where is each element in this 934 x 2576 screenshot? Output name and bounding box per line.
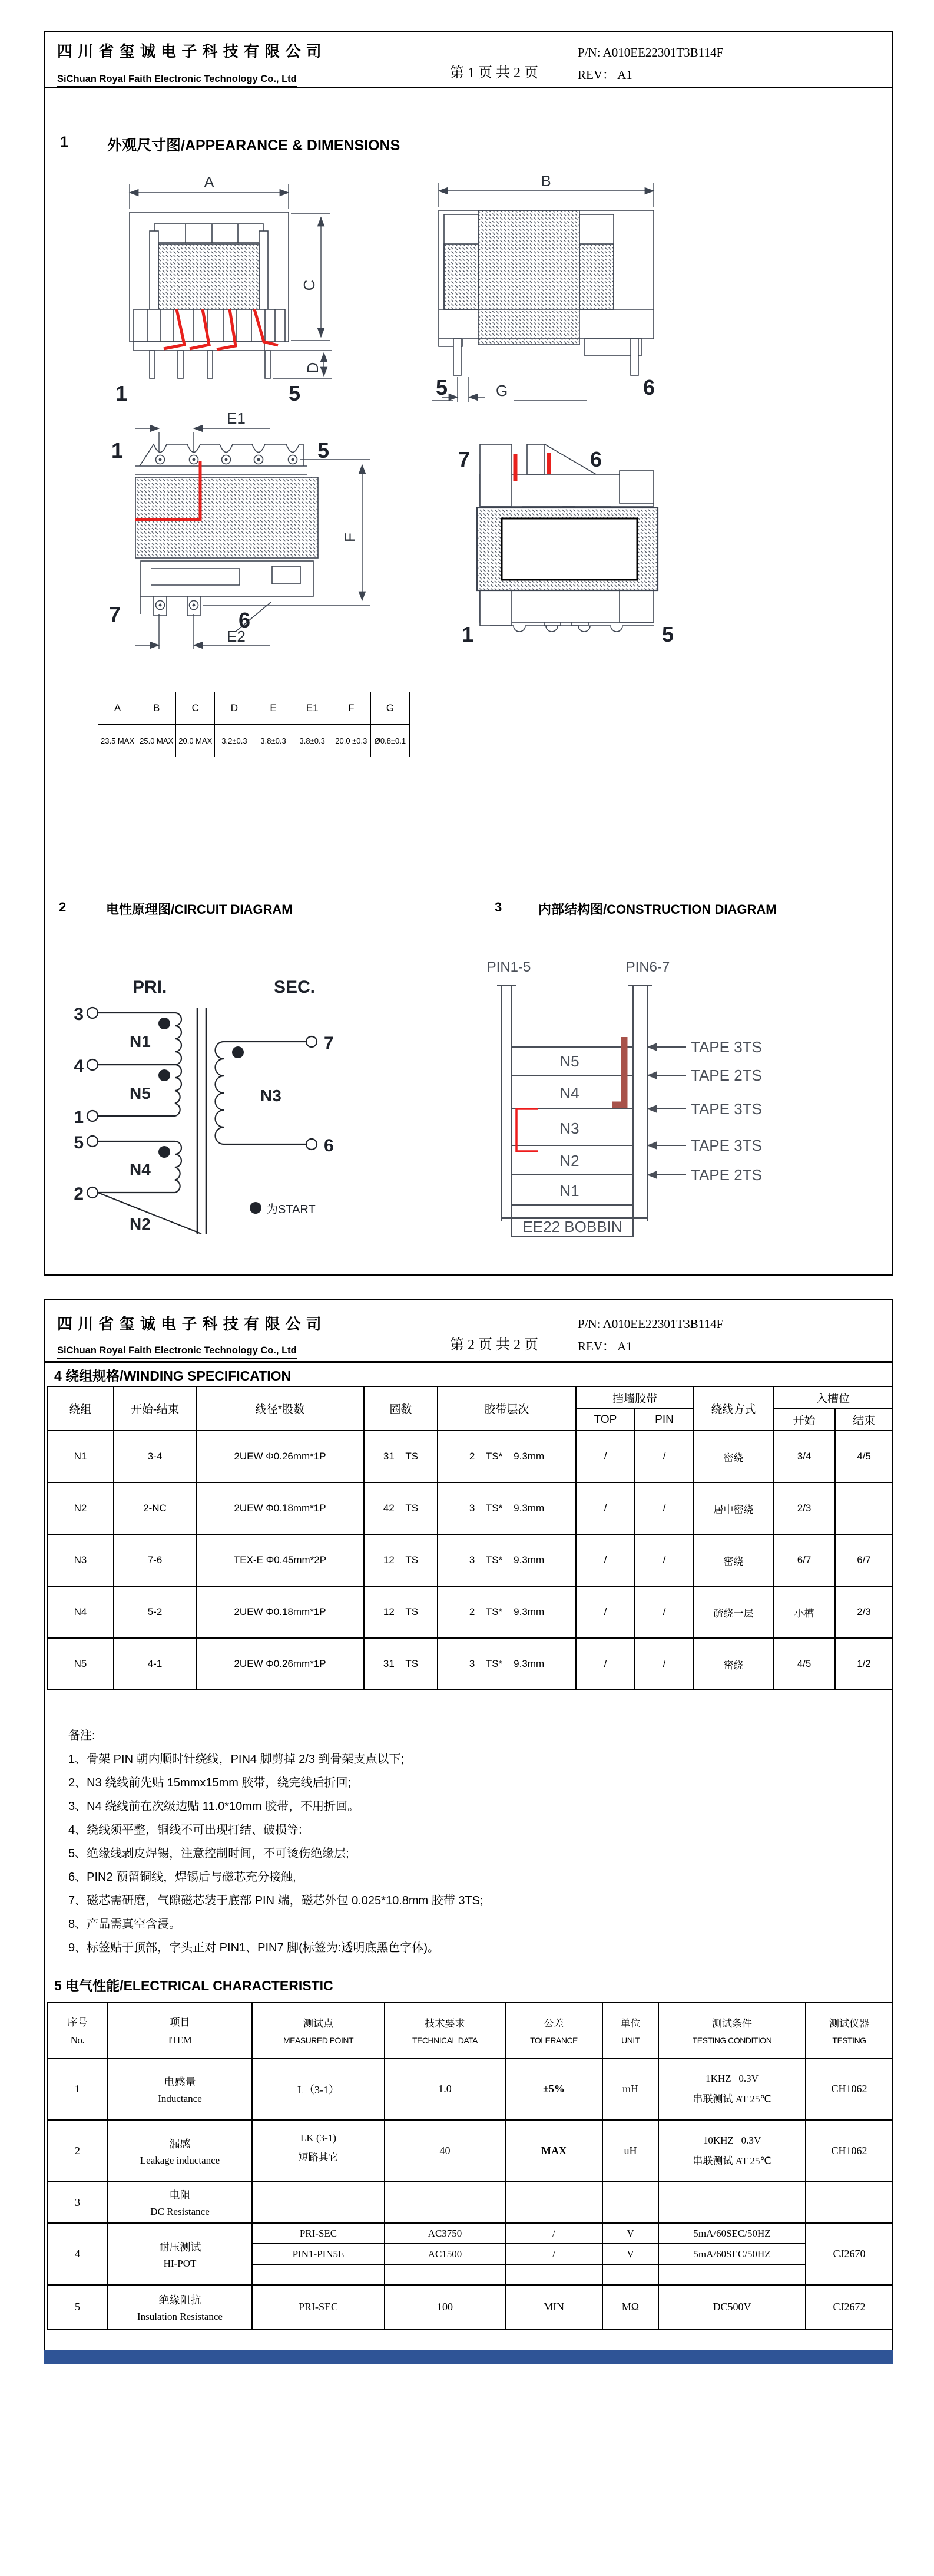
- table-cell: 密绕: [694, 1638, 773, 1690]
- table-cell: /: [635, 1586, 694, 1638]
- table-cell: E: [254, 692, 293, 725]
- table-cell: [505, 2182, 602, 2223]
- table-cell: 3 TS* 9.3mm: [438, 1534, 576, 1586]
- condition-line1: 10KHZ 0.3V: [703, 2135, 761, 2146]
- winding-row-n3: [47, 1534, 893, 1586]
- dim-label-a: A: [204, 173, 214, 191]
- table-cell: [658, 2264, 806, 2285]
- table-cell: 5-2: [114, 1586, 196, 1638]
- dim-label-d: D: [304, 362, 322, 374]
- note-3: 3、N4 绕线前在次级边贴 11.0*10mm 胶带，不用折回。: [68, 1800, 360, 1813]
- table-cell: N1: [47, 1431, 114, 1482]
- notes-title: 备注:: [68, 1729, 95, 1742]
- primary-label: PRI.: [133, 977, 167, 997]
- table-cell: [108, 2285, 252, 2329]
- table-cell: /: [576, 1431, 635, 1482]
- item-en: Insulation Resistance: [137, 2310, 223, 2322]
- table-cell: [252, 2120, 385, 2182]
- bobbin-label: EE22 BOBBIN: [522, 1218, 622, 1236]
- pins-left-label: PIN1-5: [486, 959, 531, 975]
- winding-n5-label: N5: [130, 1084, 151, 1102]
- table-cell: 12 TS: [364, 1534, 438, 1586]
- table-cell: 6/7: [835, 1534, 893, 1586]
- table-cell: /: [505, 2223, 602, 2244]
- table-cell: 25.0 MAX: [137, 725, 176, 757]
- col-header-testing: [806, 2002, 893, 2058]
- table-cell: 100: [385, 2285, 505, 2329]
- part-number: P/N: A010EE22301T3B114F: [578, 1317, 724, 1331]
- table-cell: /: [635, 1534, 694, 1586]
- table-cell: 2UEW Φ0.18mm*1P: [196, 1482, 364, 1534]
- pin-label-6: 6: [590, 447, 602, 471]
- header-cn: 技术要求: [425, 2018, 465, 2029]
- table-cell: [385, 2264, 505, 2285]
- winding-n3-label: N3: [260, 1086, 281, 1105]
- col-header-slot-start: 开始: [773, 1409, 835, 1431]
- circuit-pin-1: 1: [74, 1108, 84, 1127]
- table-cell: [505, 2264, 602, 2285]
- page-1: [44, 31, 893, 1276]
- table-cell: [108, 2120, 252, 2182]
- table-cell: /: [576, 1586, 635, 1638]
- table-cell: [658, 2182, 806, 2223]
- item-cn: 电阻: [169, 2189, 191, 2201]
- header-en: UNIT: [621, 2036, 640, 2045]
- section1-number: 1: [60, 134, 68, 150]
- table-cell: 20.0 ±0.3: [332, 725, 370, 757]
- electrical-row-5: [47, 2285, 893, 2329]
- table-cell: 密绕: [694, 1431, 773, 1482]
- circuit-pin-6: 6: [324, 1136, 334, 1155]
- table-cell: MAX: [505, 2120, 602, 2182]
- pin-label-5: 5: [436, 375, 448, 399]
- table-cell: [835, 1482, 893, 1534]
- col-header-slot-end: 结束: [835, 1409, 893, 1431]
- note-7: 7、磁芯需研磨，气隙磁芯装于底部 PIN 端，磁芯外包 0.025*10.8mm 胶带 3TS;: [68, 1894, 483, 1907]
- dim-label-g: G: [496, 382, 508, 399]
- table-cell: CH1062: [806, 2058, 893, 2120]
- condition-line2: 串联测试 AT 25℃: [693, 2155, 771, 2167]
- point-line1: LK (3-1): [300, 2132, 336, 2144]
- bottom-view-drawing: [104, 411, 375, 658]
- table-cell: [385, 2182, 505, 2223]
- table-cell: C: [176, 692, 215, 725]
- table-cell: 2/3: [835, 1586, 893, 1638]
- table-cell: 31 TS: [364, 1431, 438, 1482]
- table-cell: CH1062: [806, 2120, 893, 2182]
- col-header-start-end: 开始-结束: [114, 1386, 196, 1431]
- pin-label-6: 6: [239, 608, 251, 632]
- pin-label-1: 1: [111, 438, 124, 463]
- col-header-slot: 入槽位: [773, 1386, 893, 1409]
- table-cell: E1: [293, 692, 332, 725]
- circuit-pin-4: 4: [74, 1056, 84, 1076]
- condition-line2: 串联测试 AT 25℃: [693, 2093, 771, 2105]
- dimension-header-row: [98, 692, 410, 725]
- col-header-measured-point: [252, 2002, 385, 2058]
- electrical-table: [47, 2002, 893, 2330]
- layer-n4: N4: [559, 1084, 579, 1102]
- table-cell: 5mA/60SEC/50HZ: [658, 2244, 806, 2264]
- header-cn: 测试点: [303, 2018, 333, 2029]
- dimension-table: [98, 692, 410, 757]
- note-2: 2、N3 绕线前先贴 15mmx15mm 胶带，绕完线后折回;: [68, 1776, 352, 1789]
- table-cell: [108, 2223, 252, 2285]
- table-cell: 1/2: [835, 1638, 893, 1690]
- point-line2: 短路其它: [298, 2152, 339, 2163]
- table-cell: 3 TS* 9.3mm: [438, 1638, 576, 1690]
- tape-label-4: TAPE 3TS: [691, 1137, 762, 1154]
- section3-title: 内部结构图/CONSTRUCTION DIAGRAM: [538, 902, 777, 917]
- front-view-drawing: [107, 160, 366, 437]
- col-header-turns: 圈数: [364, 1386, 438, 1431]
- tape-arrows: [648, 1044, 686, 1178]
- part-number: P/N: A010EE22301T3B114F: [578, 45, 724, 60]
- table-cell: /: [576, 1482, 635, 1534]
- pin-label-5: 5: [662, 622, 674, 646]
- table-cell: 3.8±0.3: [254, 725, 293, 757]
- col-header-wire: 线径*股数: [196, 1386, 364, 1431]
- col-header-testing-condition: [658, 2002, 806, 2058]
- table-cell: [252, 2182, 385, 2223]
- table-cell: 4/5: [835, 1431, 893, 1482]
- table-cell: mH: [602, 2058, 658, 2120]
- table-cell: 1.0: [385, 2058, 505, 2120]
- secondary-label: SEC.: [274, 977, 316, 997]
- revision: REV： A1: [578, 1339, 632, 1353]
- dimension-value-row: [98, 725, 410, 757]
- tape-label-2: TAPE 2TS: [691, 1066, 762, 1084]
- header-en: TECHNICAL DATA: [412, 2036, 478, 2045]
- winding-n2-label: N2: [130, 1215, 151, 1233]
- pin-label-1: 1: [462, 622, 474, 646]
- table-cell: MIN: [505, 2285, 602, 2329]
- table-cell: 2/3: [773, 1482, 835, 1534]
- item-cn: 漏感: [169, 2138, 191, 2150]
- table-cell: 密绕: [694, 1534, 773, 1586]
- section1-title: 外观尺寸图/APPEARANCE & DIMENSIONS: [107, 137, 400, 154]
- table-cell: MΩ: [602, 2285, 658, 2329]
- table-cell: [658, 2120, 806, 2182]
- note-4: 4、绕线须平整，铜线不可出现打结、破损等:: [68, 1824, 302, 1837]
- item-cn: 绝缘阻抗: [158, 2294, 201, 2306]
- table-cell: 3/4: [773, 1431, 835, 1482]
- table-cell: TEX-E Φ0.45mm*2P: [196, 1534, 364, 1586]
- table-cell: 2UEW Φ0.26mm*1P: [196, 1638, 364, 1690]
- top-core-window: [502, 518, 637, 580]
- winding-row-n2: [47, 1482, 893, 1534]
- table-cell: 6/7: [773, 1534, 835, 1586]
- dim-label-f: F: [341, 533, 359, 542]
- circuit-pin-3: 3: [74, 1005, 84, 1024]
- item-en: Inductance: [158, 2092, 202, 2104]
- table-cell: [806, 2182, 893, 2223]
- winding-table: [47, 1386, 893, 1690]
- header-cn: 单位: [620, 2018, 641, 2029]
- table-cell: [252, 2264, 385, 2285]
- electrical-row-2: [47, 2120, 893, 2182]
- bottom-part-outline: [135, 444, 318, 632]
- header-cn: 测试条件: [712, 2018, 752, 2029]
- section2-title: 电性原理图/CIRCUIT DIAGRAM: [106, 902, 293, 917]
- table-cell: [602, 2264, 658, 2285]
- circuit-pin-7: 7: [324, 1033, 334, 1053]
- dim-label-e2: E2: [227, 628, 246, 645]
- table-cell: 12 TS: [364, 1586, 438, 1638]
- pins-right-label: PIN6-7: [625, 959, 670, 975]
- table-cell: [602, 2182, 658, 2223]
- section2-number: 2: [59, 900, 67, 914]
- pin-label-5: 5: [317, 438, 330, 463]
- header-cn: 公差: [544, 2018, 564, 2029]
- table-cell: 31 TS: [364, 1638, 438, 1690]
- tape-label-1: TAPE 3TS: [691, 1038, 762, 1056]
- table-cell: CJ2670: [806, 2223, 893, 2285]
- electrical-row-3: [47, 2182, 893, 2223]
- circuit-pin-5: 5: [74, 1133, 84, 1152]
- table-cell: D: [215, 692, 254, 725]
- note-8: 8、产品需真空含浸。: [68, 1918, 181, 1931]
- header-en: ITEM: [168, 2035, 192, 2046]
- company-name-en: SiChuan Royal Faith Electronic Technology Co., Ltd: [57, 1345, 297, 1359]
- table-cell: 4: [47, 2223, 108, 2285]
- table-cell: 2-NC: [114, 1482, 196, 1534]
- dim-label-b: B: [541, 172, 551, 190]
- pin-label-1: 1: [115, 381, 128, 405]
- electrical-header-row: [47, 2002, 893, 2058]
- table-cell: /: [505, 2244, 602, 2264]
- section4-title: 4 绕组规格/WINDING SPECIFICATION: [54, 1368, 292, 1383]
- table-cell: 2UEW Φ0.18mm*1P: [196, 1586, 364, 1638]
- table-cell: 2 TS* 9.3mm: [438, 1431, 576, 1482]
- table-cell: N2: [47, 1482, 114, 1534]
- col-header-barrier-tape: 挡墙胶带: [576, 1386, 694, 1409]
- table-cell: N5: [47, 1638, 114, 1690]
- table-cell: 2: [47, 2120, 108, 2182]
- table-cell: 2 TS* 9.3mm: [438, 1586, 576, 1638]
- item-en: Leakage inductance: [140, 2154, 220, 2166]
- header-divider: [45, 87, 892, 88]
- header-cn: 序号: [67, 2017, 88, 2028]
- col-header-top: TOP: [576, 1409, 635, 1431]
- table-cell: F: [332, 692, 370, 725]
- table-cell: 3: [47, 2182, 108, 2223]
- winding-n4-label: N4: [130, 1160, 151, 1178]
- table-cell: /: [576, 1534, 635, 1586]
- table-cell: 5: [47, 2285, 108, 2329]
- col-header-technical-data: [385, 2002, 505, 2058]
- page-2: [44, 1299, 893, 2352]
- table-cell: 3-4: [114, 1431, 196, 1482]
- table-cell: 5mA/60SEC/50HZ: [658, 2223, 806, 2244]
- tape-label-5: TAPE 2TS: [691, 1166, 762, 1184]
- side-part-outline: [439, 210, 654, 375]
- table-cell: 疏绕一层: [694, 1586, 773, 1638]
- col-header-no: [47, 2002, 108, 2058]
- table-cell: [108, 2182, 252, 2223]
- table-cell: A: [98, 692, 137, 725]
- dim-label-c: C: [300, 279, 318, 291]
- layer-n5: N5: [559, 1052, 579, 1070]
- pin-label-7: 7: [109, 602, 121, 626]
- construction-diagram: [481, 959, 882, 1241]
- table-cell: 42 TS: [364, 1482, 438, 1534]
- pin-label-6: 6: [643, 375, 655, 399]
- front-part-outline: [130, 212, 289, 378]
- table-cell: PRI-SEC: [252, 2285, 385, 2329]
- header-en: TOLERANCE: [530, 2036, 578, 2045]
- item-en: DC Resistance: [150, 2206, 210, 2217]
- table-cell: V: [602, 2223, 658, 2244]
- company-name-cn: 四 川 省 玺 诚 电 子 科 技 有 限 公 司: [57, 1315, 322, 1333]
- table-cell: PIN1-PIN5E: [252, 2244, 385, 2264]
- col-header-unit: [602, 2002, 658, 2058]
- table-cell: 3 TS* 9.3mm: [438, 1482, 576, 1534]
- winding-n1-label: N1: [130, 1032, 151, 1051]
- note-1: 1、骨架 PIN 朝内顺时针绕线，PIN4 脚剪掉 2/3 到骨架支点以下;: [68, 1753, 405, 1766]
- table-cell: 居中密绕: [694, 1482, 773, 1534]
- page-number: 第 1 页 共 2 页: [450, 65, 538, 81]
- company-name-cn: 四 川 省 玺 诚 电 子 科 技 有 限 公 司: [57, 42, 322, 60]
- table-cell: N3: [47, 1534, 114, 1586]
- table-cell: N4: [47, 1586, 114, 1638]
- table-cell: /: [635, 1638, 694, 1690]
- table-cell: /: [576, 1638, 635, 1690]
- circuit-pin-2: 2: [74, 1184, 84, 1204]
- tape-label-3: TAPE 3TS: [691, 1100, 762, 1118]
- table-cell: DC500V: [658, 2285, 806, 2329]
- col-header-tape: 胶带层次: [438, 1386, 576, 1431]
- section3-number: 3: [495, 900, 502, 914]
- item-en: HI-POT: [163, 2257, 197, 2269]
- table-cell: /: [635, 1482, 694, 1534]
- start-legend: 为START: [266, 1203, 316, 1216]
- col-header-method: 绕线方式: [694, 1386, 773, 1431]
- footer-bar: [44, 2350, 893, 2364]
- pin-label-5: 5: [289, 381, 301, 405]
- table-cell: 4/5: [773, 1638, 835, 1690]
- dim-label-e1: E1: [227, 409, 246, 427]
- winding-header-row: [47, 1386, 893, 1409]
- table-cell: /: [635, 1431, 694, 1482]
- col-header-tolerance: [505, 2002, 602, 2058]
- header-en: TESTING CONDITION: [692, 2036, 772, 2045]
- winding-row-n4: [47, 1586, 893, 1638]
- item-cn: 电感量: [164, 2076, 196, 2088]
- table-cell: B: [137, 692, 176, 725]
- table-cell: CJ2672: [806, 2285, 893, 2329]
- note-5: 5、绝缘线剥皮焊锡，注意控制时间，不可烫伤绝缘层;: [68, 1847, 349, 1860]
- section5-title: 5 电气性能/ELECTRICAL CHARACTERISTIC: [54, 1978, 333, 1993]
- table-cell: 3.2±0.3: [215, 725, 254, 757]
- winding-row-n5: [47, 1638, 893, 1690]
- table-cell: PRI-SEC: [252, 2223, 385, 2244]
- layer-n3: N3: [559, 1119, 579, 1137]
- table-cell: AC1500: [385, 2244, 505, 2264]
- condition-line1: 1KHZ 0.3V: [706, 2073, 759, 2084]
- table-cell: 1: [47, 2058, 108, 2120]
- col-header-pin: PIN: [635, 1409, 694, 1431]
- header-en: TESTING: [832, 2036, 866, 2045]
- table-cell: L（3-1）: [252, 2058, 385, 2120]
- header-divider: [45, 1361, 892, 1363]
- electrical-row-4a: [47, 2223, 893, 2244]
- table-cell: V: [602, 2244, 658, 2264]
- circuit-wiring: [87, 1008, 317, 1234]
- table-cell: 4-1: [114, 1638, 196, 1690]
- table-cell: 7-6: [114, 1534, 196, 1586]
- item-cn: 耐压测试: [158, 2241, 201, 2253]
- header-en: MEASURED POINT: [283, 2036, 353, 2045]
- revision: REV： A1: [578, 68, 632, 82]
- company-name-en: SiChuan Royal Faith Electronic Technology Co., Ltd: [57, 74, 297, 87]
- header-en: No.: [70, 2035, 85, 2046]
- col-header-item: [108, 2002, 252, 2058]
- table-cell: Ø0.8±0.1: [370, 725, 409, 757]
- layer-n2: N2: [559, 1152, 579, 1170]
- col-header-winding: 绕组: [47, 1386, 114, 1431]
- top-view-drawing: [455, 422, 690, 652]
- electrical-row-1: [47, 2058, 893, 2120]
- table-cell: G: [370, 692, 409, 725]
- table-cell: 3.8±0.3: [293, 725, 332, 757]
- table-cell: AC3750: [385, 2223, 505, 2244]
- table-cell: ±5%: [505, 2058, 602, 2120]
- table-cell: [108, 2058, 252, 2120]
- table-cell: uH: [602, 2120, 658, 2182]
- table-cell: 小槽: [773, 1586, 835, 1638]
- note-6: 6、PIN2 预留铜线，焊锡后与磁芯充分接触,: [68, 1871, 296, 1884]
- side-view-drawing: [408, 160, 673, 408]
- header-cn: 测试仪器: [829, 2018, 869, 2029]
- table-cell: 20.0 MAX: [176, 725, 215, 757]
- page-number: 第 2 页 共 2 页: [450, 1337, 538, 1353]
- note-9: 9、标签贴于顶部，字头正对 PIN1、PIN7 脚(标签为:透明底黑色字体)。: [68, 1941, 440, 1954]
- layer-n1: N1: [559, 1182, 579, 1200]
- header-cn: 项目: [170, 2017, 190, 2028]
- table-cell: 40: [385, 2120, 505, 2182]
- table-cell: 23.5 MAX: [98, 725, 137, 757]
- pin-label-7: 7: [458, 447, 471, 471]
- circuit-diagram: [66, 970, 419, 1247]
- winding-row-n1: [47, 1431, 893, 1482]
- table-cell: 2UEW Φ0.26mm*1P: [196, 1431, 364, 1482]
- table-cell: [658, 2058, 806, 2120]
